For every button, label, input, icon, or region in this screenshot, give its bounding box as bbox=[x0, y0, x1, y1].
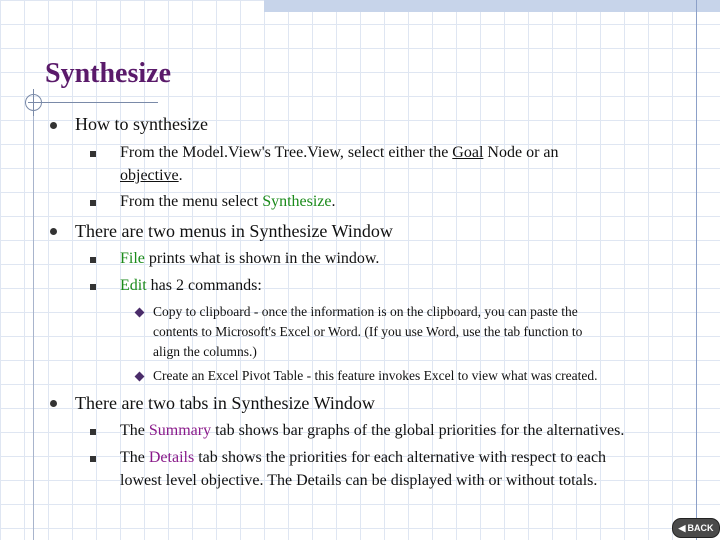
objective-term: objective bbox=[120, 167, 179, 184]
list-item-continued: lowest level objective. The Details can be displayed with or without totals. bbox=[120, 472, 598, 489]
list-item: From the Model.View's Tree.View, select either the Goal Node or an bbox=[120, 144, 559, 161]
list-item: From the menu select Synthesize. bbox=[120, 193, 336, 210]
sub-list-item-continued: align the columns.) bbox=[153, 344, 257, 359]
title-rule bbox=[28, 102, 158, 103]
title-vertical-rule bbox=[33, 92, 34, 540]
list-item-continued: objective. bbox=[120, 167, 183, 184]
list-item: File prints what is shown in the window. bbox=[120, 250, 380, 267]
file-keyword: File bbox=[120, 250, 145, 267]
details-keyword: Details bbox=[148, 449, 195, 466]
bullet-icon bbox=[90, 257, 96, 263]
top-decor-bar bbox=[264, 0, 720, 12]
back-button[interactable] bbox=[672, 518, 720, 538]
edit-keyword: Edit bbox=[120, 277, 147, 294]
bullet-icon bbox=[90, 429, 96, 435]
bullet-icon bbox=[90, 456, 96, 462]
bullet-icon bbox=[90, 284, 96, 290]
list-item: Edit has 2 commands: bbox=[120, 277, 262, 294]
goal-term: Goal bbox=[452, 144, 484, 161]
sub-list-item-continued: contents to Microsoft's Excel or Word. (If you use Word, use the tab function to bbox=[153, 324, 583, 339]
list-item: The Details tab shows the priorities for each alternative with respect to each bbox=[120, 449, 607, 466]
bullet-icon bbox=[90, 200, 96, 206]
sub-list-item: Create an Excel Pivot Table - this feature invokes Excel to view what was created. bbox=[153, 368, 598, 383]
bullet-icon bbox=[50, 228, 57, 235]
summary-keyword: Summary bbox=[148, 422, 212, 439]
bullet-icon bbox=[50, 400, 57, 407]
section-heading-menus: There are two menus in Synthesize Window bbox=[75, 221, 393, 241]
bullet-icon bbox=[90, 151, 96, 157]
crosshair-icon bbox=[25, 94, 42, 111]
section-heading-synthesize: How to synthesize bbox=[75, 114, 208, 134]
back-arrow-icon: ◀ bbox=[678, 522, 686, 533]
sub-list-item: Copy to clipboard - once the information is on the clipboard, you can paste the bbox=[153, 304, 578, 319]
diamond-bullet-icon bbox=[135, 308, 145, 318]
right-decor-line bbox=[696, 0, 697, 540]
bullet-icon bbox=[50, 122, 57, 129]
synthesize-keyword: Synthesize bbox=[262, 193, 332, 210]
list-item: The Summary tab shows bar graphs of the global priorities for the alternatives. bbox=[120, 422, 625, 439]
diamond-bullet-icon bbox=[135, 372, 145, 382]
back-label: BACK bbox=[687, 523, 714, 533]
section-heading-tabs: There are two tabs in Synthesize Window bbox=[75, 393, 375, 413]
slide-title: Synthesize bbox=[45, 58, 171, 89]
